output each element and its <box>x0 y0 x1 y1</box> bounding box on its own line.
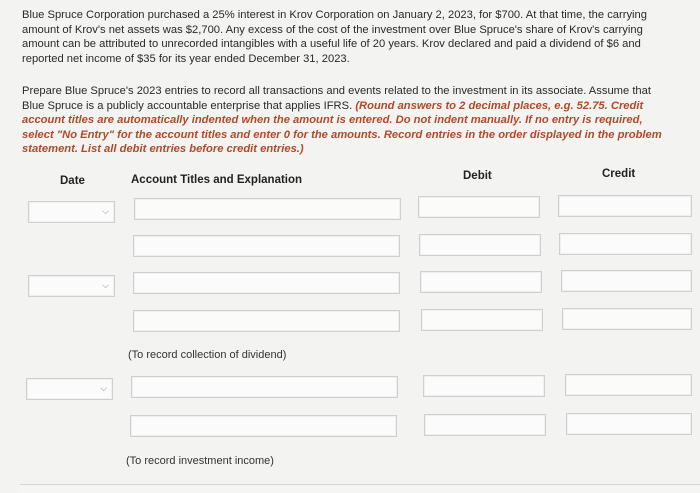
account-title-input[interactable] <box>131 376 398 398</box>
header-credit: Credit <box>602 168 636 180</box>
account-title-input[interactable] <box>134 198 401 220</box>
date-select[interactable] <box>26 378 113 400</box>
credit-input[interactable] <box>558 195 692 217</box>
header-date: Date <box>60 175 85 187</box>
credit-input[interactable] <box>566 413 692 435</box>
credit-input[interactable] <box>561 270 692 292</box>
debit-input[interactable] <box>423 375 545 397</box>
chevron-down-icon: ⌵ <box>102 280 109 290</box>
debit-input[interactable] <box>421 309 543 331</box>
credit-input[interactable] <box>565 374 692 396</box>
instructions-text: (Round answers to 2 decimal places, e.g. 52.75. Credit account titles are automatically indented when the amount is entered. Do not indent manually. If no entry is required, select "No Entry" for the account titles and enter 0 for the amounts. Record entries in the order displayed in the problem statement. List all debit entries before credit entries.) <box>22 99 662 155</box>
debit-input[interactable] <box>419 234 541 256</box>
dividend-note: (To record collection of dividend) <box>128 349 287 361</box>
debit-input[interactable] <box>420 271 542 293</box>
chevron-down-icon: ⌵ <box>100 383 107 393</box>
date-select[interactable] <box>28 275 115 297</box>
credit-input[interactable] <box>559 233 692 255</box>
problem-text: Prepare Blue Spruce's 2023 entries to record all transactions and events related to the investment in its associate. Assume that Blue Spruce is a publicly accountable enterprise that applies IFRS. <box>22 85 651 112</box>
account-title-input[interactable] <box>133 272 400 294</box>
header-debit: Debit <box>463 170 492 182</box>
chevron-down-icon: ⌵ <box>102 206 109 216</box>
account-title-input[interactable] <box>133 310 400 332</box>
debit-input[interactable] <box>418 196 540 218</box>
credit-input[interactable] <box>562 308 692 330</box>
problem-paragraph-1: Blue Spruce Corporation purchased a 25% interest in Krov Corporation on January 2, 2023, for $700. At that time, the carrying amount of Krov's net assets was $2,700. Any excess of the cost of the investment over Blue Spruce's share of Krov's carrying amount can be attributed to unrecorded intangibles with a useful life of 20 years. Krov declared and paid a dividend of $6 and reported net income of $35 for its year ended December 31, 2023. <box>22 9 647 65</box>
header-account: Account Titles and Explanation <box>131 174 303 186</box>
income-note: (To record investment income) <box>126 455 274 467</box>
date-select[interactable] <box>28 201 115 223</box>
debit-input[interactable] <box>424 414 546 436</box>
account-title-input[interactable] <box>130 415 397 437</box>
problem-paragraph-2 <box>22 84 672 157</box>
account-title-input[interactable] <box>133 235 400 257</box>
